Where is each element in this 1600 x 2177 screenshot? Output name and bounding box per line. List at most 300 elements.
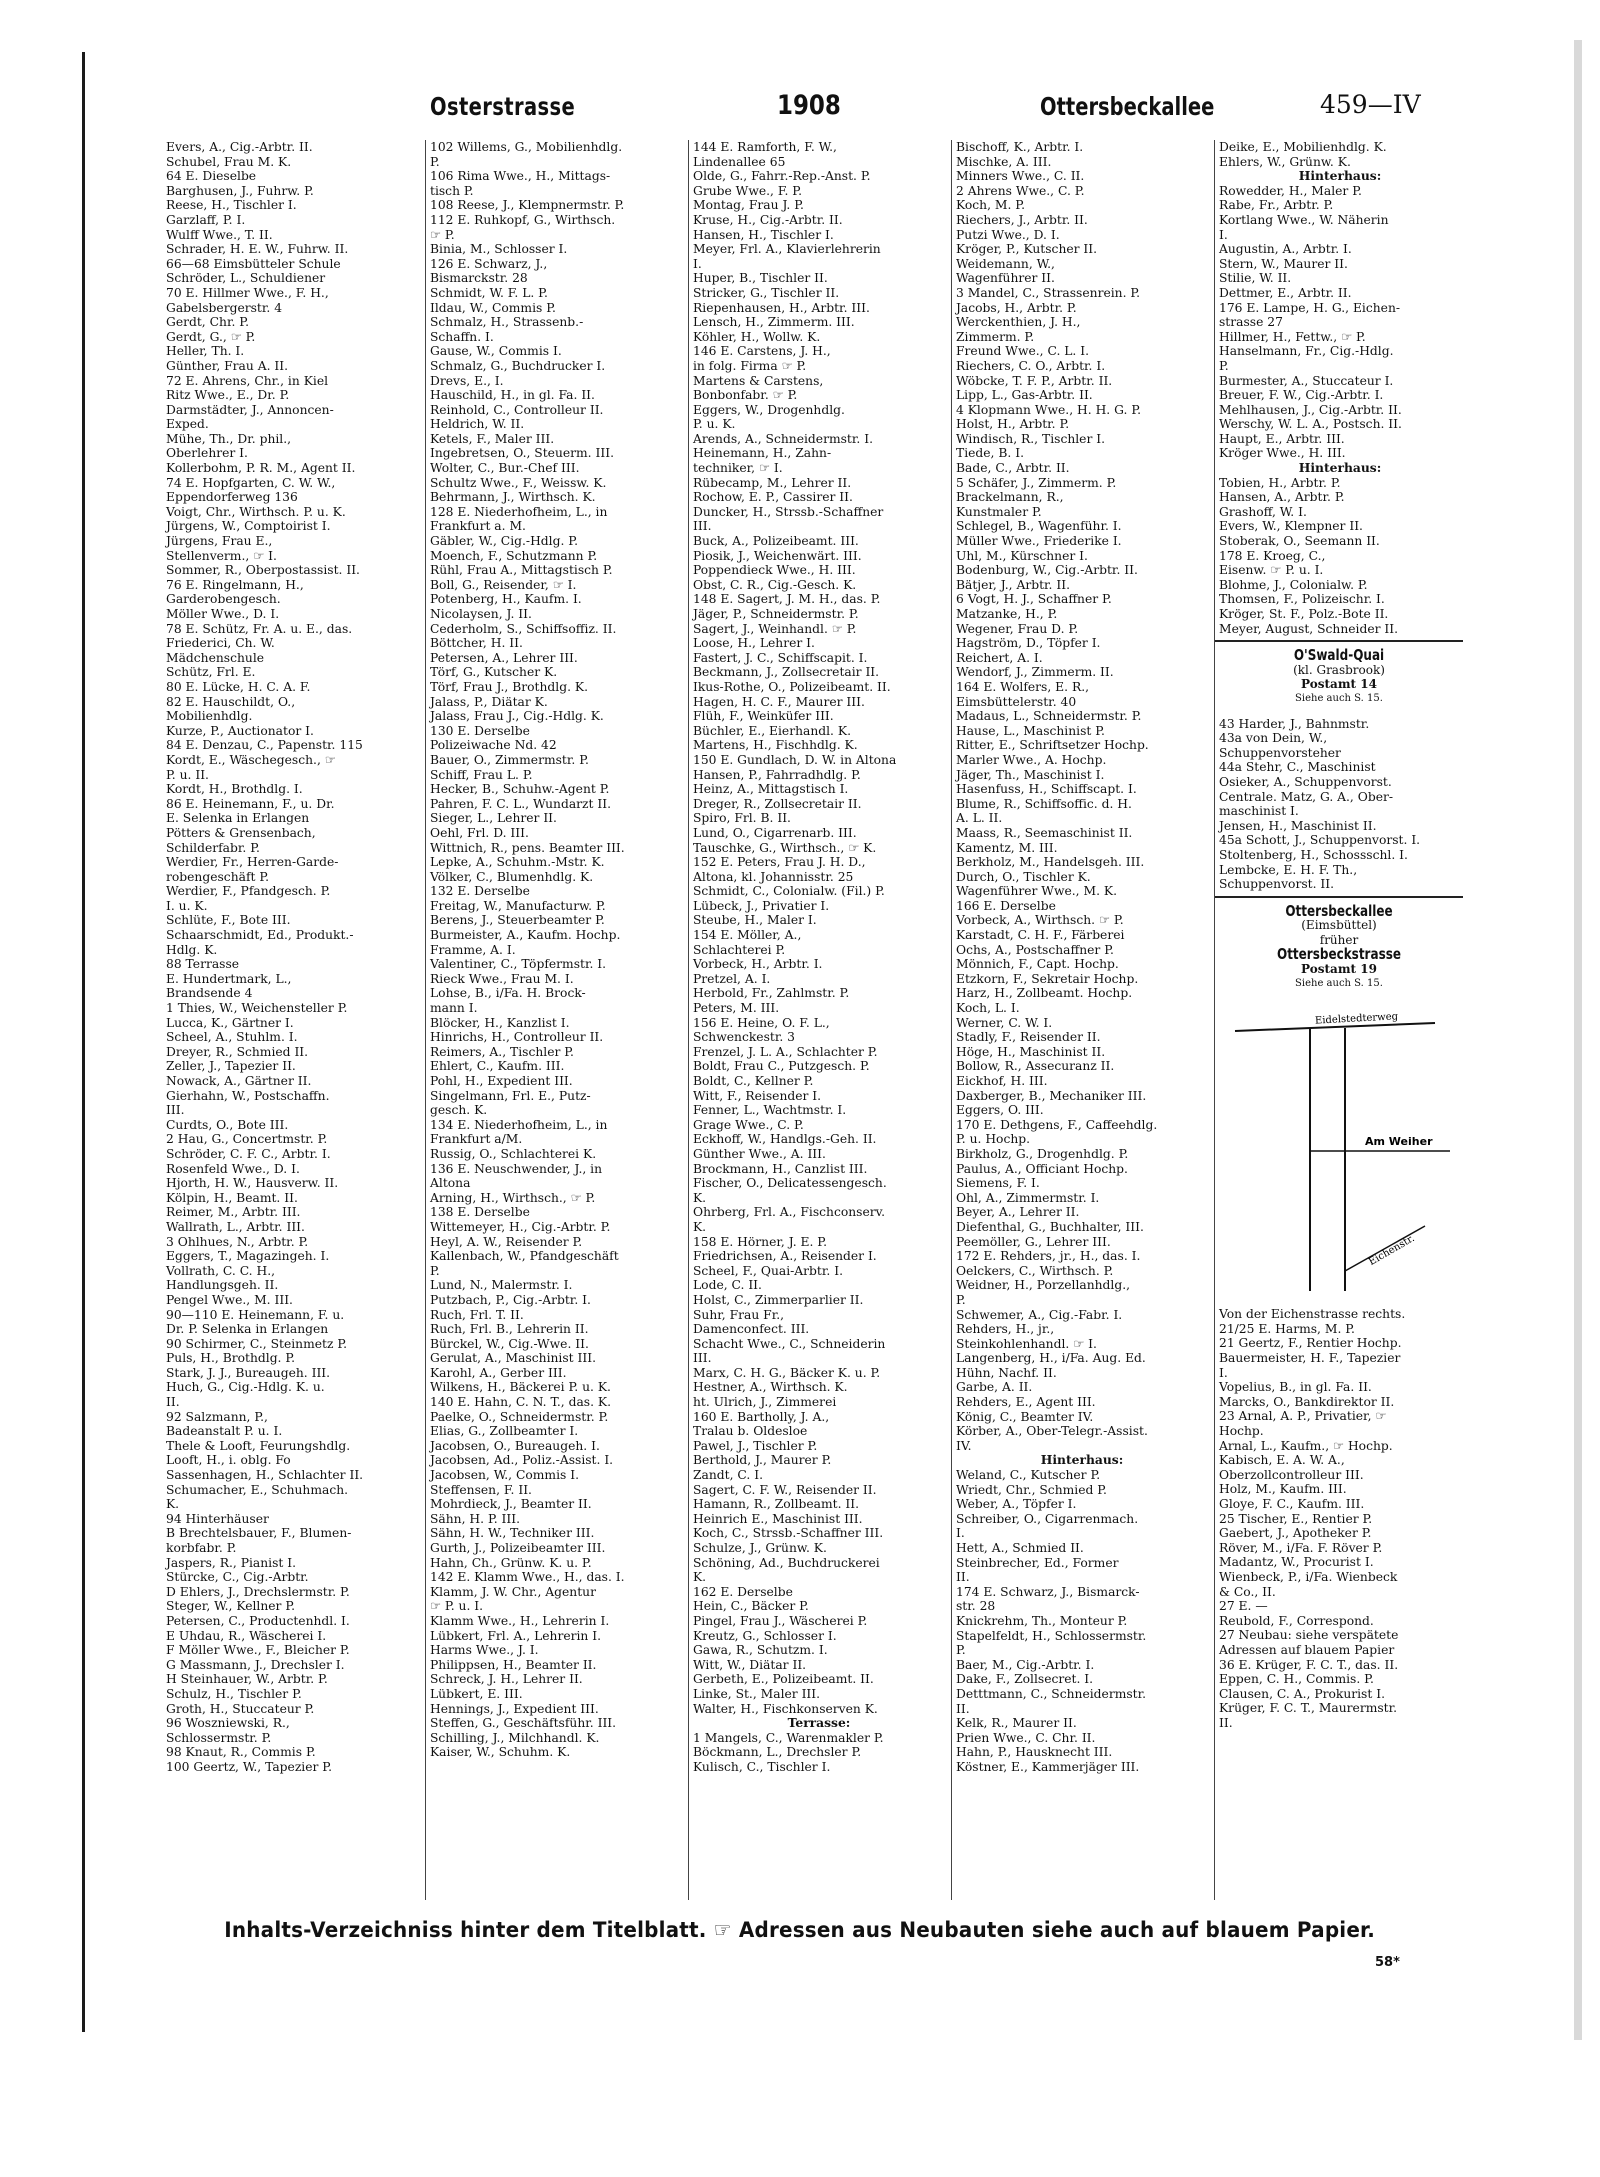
directory-entry: 158 E. Hörner, J. E. P.	[693, 1234, 827, 1249]
oswald-quai-see: Siehe auch S. 15.	[1295, 692, 1383, 704]
directory-entry: Ruch, Frl. T. II.	[430, 1307, 524, 1322]
directory-entry: Friedrichsen, A., Reisender I.	[693, 1249, 877, 1264]
directory-entry: 90—110 E. Heinemann, F. u.	[166, 1307, 345, 1322]
footer-text: Inhalts-Verzeichniss hinter dem Titelblatt. ☞ Adressen aus Neubauten siehe auch auf blauem Papier.	[224, 1918, 1376, 1942]
ottersbeckallee-title: Ottersbeckallee	[1285, 901, 1393, 920]
directory-entry: 106 Rima Wwe., H., Mittags-	[430, 169, 611, 184]
directory-entry: Eggers, O. III.	[956, 1103, 1044, 1118]
directory-entry: Ochs, A., Postschaffner P.	[956, 942, 1114, 957]
directory-entry: Hansen, P., Fahrradhdlg. P.	[693, 767, 861, 782]
directory-entry: Pawel, J., Tischler P.	[693, 1438, 818, 1453]
directory-entry: Eimsbüttelerstr. 40	[956, 694, 1077, 709]
page-number: 459—IV	[1320, 90, 1421, 119]
directory-entry: Madantz, W., Procurist I.	[1219, 1555, 1374, 1570]
directory-entry: Meyer, August, Schneider II.	[1219, 621, 1399, 636]
directory-entry: Putzi Wwe., D. I.	[956, 227, 1060, 242]
ottersbeckallee-prev-label: früher	[1319, 932, 1359, 947]
directory-entry: Hein, C., Bäcker P.	[693, 1599, 809, 1614]
directory-entry: I.	[1219, 227, 1228, 242]
directory-entry: 3 Ohlhues, N., Arbtr. P.	[166, 1234, 309, 1249]
directory-entry: Jacobsen, W., Commis I.	[430, 1468, 580, 1483]
directory-entry: 64 E. Dieselbe	[166, 169, 257, 184]
ottersbeckallee-sub: (Eimsbüttel)	[1301, 918, 1377, 933]
directory-entry: Rieck Wwe., Frau M. I.	[430, 971, 574, 986]
directory-entry: Lübeck, J., Privatier I.	[693, 898, 830, 913]
directory-entry: Heller, Th. I.	[166, 344, 245, 359]
directory-entry: 152 E. Peters, Frau J. H. D.,	[693, 855, 866, 870]
directory-entry: G Massmann, J., Drechsler I.	[166, 1657, 345, 1672]
ottersbeckallee-prev-name: Ottersbeckstrasse	[1276, 945, 1402, 964]
directory-entry: Badeanstalt P. u. I.	[166, 1424, 283, 1439]
directory-entry: Hauschild, H., in gl. Fa. II.	[430, 388, 595, 403]
directory-entry: Werckenthien, J. H.,	[956, 315, 1081, 330]
oswald-quai-sub: (kl. Grasbrook)	[1293, 662, 1385, 677]
directory-entry: 94 Hinterhäuser	[166, 1511, 269, 1526]
directory-entry: Stern, W., Maurer II.	[1219, 256, 1348, 271]
directory-entry: Ingebretsen, O., Steuerm. III.	[430, 446, 614, 461]
directory-entry: Wriedt, Chr., Schmied P.	[956, 1482, 1107, 1497]
column-5-entries-bottom	[1215, 1307, 1463, 1730]
directory-entry: Kamentz, M. III.	[956, 840, 1058, 855]
oswald-quai-box	[1215, 640, 1463, 712]
directory-entry: Durch, O., Tischler K.	[956, 869, 1091, 884]
directory-entry: Kurze, P., Auctionator I.	[166, 723, 314, 738]
directory-entry: Möller Wwe., D. I.	[166, 607, 280, 621]
directory-entry: Kordt, E., Wäschegesch., ☞	[166, 752, 336, 767]
directory-entry: D Ehlers, J., Drechslermstr. P.	[166, 1584, 350, 1599]
directory-entry: P. u. K.	[693, 417, 736, 432]
directory-entry: Köhler, H., Wollw. K.	[693, 329, 821, 344]
directory-entry: 154 E. Möller, A.,	[693, 928, 802, 943]
directory-entry: 130 E. Derselbe	[430, 723, 530, 738]
directory-entry: Zandt, C. I.	[693, 1468, 763, 1483]
directory-entry: Pengel Wwe., M. III.	[166, 1292, 293, 1307]
street-map	[1215, 1001, 1463, 1301]
directory-entry: 27 Neubau: siehe verspätete	[1219, 1628, 1399, 1643]
directory-entry: Wulff Wwe., T. II.	[166, 227, 273, 242]
directory-entry: Flüh, F., Weinküfer III.	[693, 709, 834, 724]
directory-entry: P. u. II.	[166, 767, 209, 782]
directory-entry: II.	[956, 1570, 970, 1585]
directory-entry: 136 E. Neuschwender, J., in	[430, 1161, 603, 1176]
directory-entry: Lensch, H., Zimmerm. III.	[693, 315, 855, 330]
directory-entry: 132 E. Derselbe	[430, 884, 530, 899]
directory-entry: 166 E. Derselbe	[956, 898, 1056, 913]
directory-entry: Hillmer, H., Fettw., ☞ P.	[1219, 329, 1366, 344]
directory-entry: Voigt, Chr., Wirthsch. P. u. K.	[166, 504, 346, 519]
directory-entry: Schultz Wwe., F., Weissw. K.	[430, 475, 607, 490]
directory-entry: Schulz, H., Tischler P.	[166, 1686, 302, 1701]
directory-entry: Boldt, C., Kellner P.	[693, 1074, 814, 1088]
directory-entry: Freitag, W., Manufacturw. P.	[430, 898, 606, 913]
directory-entry: Duncker, H., Strssb.-Schaffner	[693, 504, 884, 519]
directory-entry: Daxberger, B., Mechaniker III.	[956, 1088, 1147, 1103]
directory-entry: Lepke, A., Schuhm.-Mstr. K.	[430, 855, 605, 870]
directory-entry: Dettmer, E., Arbtr. II.	[1219, 285, 1352, 300]
ottersbeckallee-see: Siehe auch S. 15.	[1295, 977, 1383, 989]
directory-entry: Haupt, E., Arbtr. III.	[1219, 431, 1345, 446]
directory-entry: Hahn, P., Hausknecht III.	[956, 1745, 1113, 1760]
directory-entry: Koch, C., Strssb.-Schaffner III.	[693, 1526, 884, 1541]
directory-entry: Peemöller, G., Lehrer III.	[956, 1234, 1111, 1249]
directory-entry: Steube, H., Maler I.	[693, 913, 817, 928]
oswald-quai-postamt: Postamt 14	[1301, 677, 1377, 692]
directory-entry: 25 Tischer, E., Rentier P.	[1219, 1511, 1373, 1526]
column-1	[162, 140, 420, 1900]
directory-entry: Ohl, A., Zimmermstr. I.	[956, 1190, 1100, 1205]
directory-entry: Schreiber, O., Cigarrenmach.	[956, 1511, 1139, 1526]
directory-entry: 138 E. Derselbe	[430, 1205, 530, 1220]
directory-entry: Evers, W., Klempner II.	[1219, 519, 1363, 534]
street-map-svg	[1215, 1001, 1463, 1301]
directory-entry: 126 E. Schwarz, J.,	[430, 256, 548, 271]
directory-entry: gesch. K.	[430, 1103, 488, 1118]
directory-entry: Schulze, J., Grünw. K.	[693, 1541, 827, 1555]
directory-entry: Gäbler, W., Cig.-Hdlg. P.	[430, 534, 578, 549]
directory-entry: Hause, L., Maschinist P.	[956, 723, 1105, 738]
directory-entry: Weidner, H., Porzellanhdlg.,	[956, 1278, 1131, 1293]
directory-entry: Arnal, L., Kaufm., ☞ Hochp.	[1219, 1438, 1393, 1453]
directory-entry: Martens, H., Fischhdlg. K.	[693, 738, 858, 753]
directory-entry: Marler Wwe., A. Hochp.	[956, 752, 1107, 767]
directory-entry: Rowedder, H., Maler P.	[1219, 183, 1362, 198]
year-heading: 1908	[777, 90, 841, 121]
directory-entry: Heinz, A., Mittagstisch I.	[693, 782, 849, 797]
directory-entry: Huch, G., Cig.-Hdlg. K. u.	[166, 1380, 325, 1395]
directory-entry: Stoltenberg, H., Schossschl. I.	[1219, 847, 1408, 862]
directory-entry: Weland, C., Kutscher P.	[956, 1468, 1101, 1483]
directory-entry: Peters, M. III.	[693, 1001, 780, 1016]
directory-entry: K.	[693, 1570, 707, 1585]
directory-entry: Ketels, F., Maler III.	[430, 431, 555, 446]
directory-entry: Barghusen, J., Fuhrw. P.	[166, 183, 314, 198]
directory-entry: Ohrberg, Frl. A., Fischconserv.	[693, 1205, 886, 1220]
directory-entry: Piosik, J., Weichenwärt. III.	[693, 548, 862, 563]
directory-entry: 5 Schäfer, J., Zimmerm. P.	[956, 475, 1117, 490]
directory-entry: Polizeiwache Nd. 42	[430, 738, 557, 753]
directory-entry: Werdier, F., Pfandgesch. P.	[166, 884, 331, 899]
directory-entry: II.	[166, 1395, 180, 1410]
directory-entry: Schlachterei P.	[693, 942, 786, 957]
directory-entry: 96 Woszniewski, R.,	[166, 1716, 290, 1731]
directory-entry: Herbold, Fr., Zahlmstr. P.	[693, 986, 850, 1001]
directory-entry: Gloye, F. C., Kaufm. III.	[1219, 1496, 1365, 1511]
directory-entry: I.	[1219, 1365, 1228, 1380]
directory-entry: Eggers, T., Magazingeh. I.	[166, 1249, 330, 1264]
directory-entry: 144 E. Ramforth, F. W.,	[693, 140, 837, 154]
directory-entry: Eickhof, H. III.	[956, 1074, 1048, 1088]
directory-entry: Friederici, Ch. W.	[166, 636, 275, 651]
directory-entry: E Uhdau, R., Wäscherei I.	[166, 1628, 327, 1643]
directory-entry: 176 E. Lampe, H. G., Eichen-	[1219, 300, 1401, 315]
directory-entry: Rehders, H., jr.,	[956, 1322, 1055, 1337]
directory-entry: Stricker, G., Tischler II.	[693, 285, 840, 300]
directory-entry: Lübkert, Frl. A., Lehrerin I.	[430, 1628, 602, 1643]
directory-entry: Bollow, R., Assecuranz II.	[956, 1059, 1115, 1074]
directory-entry: Breuer, F. W., Cig.-Arbtr. I.	[1219, 388, 1384, 403]
directory-entry: Jäger, Th., Maschinist I.	[956, 767, 1105, 782]
directory-entry: Jacobsen, O., Bureaugeh. I.	[430, 1438, 600, 1453]
directory-entry: K.	[166, 1497, 180, 1512]
directory-entry: Schaffn. I.	[430, 329, 494, 344]
directory-entry: Hagen, H. C. F., Maurer III.	[693, 694, 865, 709]
directory-entry: Schmidt, C., Colonialw. (Fil.) P.	[693, 884, 885, 899]
directory-entry: Schmalz, G., Buchdrucker I.	[430, 358, 606, 373]
directory-entry: Schmidt, W. F. L. P.	[430, 285, 548, 300]
page-right-edge	[1574, 40, 1582, 2040]
directory-entry: Schwemer, A., Cig.-Fabr. I.	[956, 1307, 1123, 1322]
directory-entry: Oehl, Frl. D. III.	[430, 825, 529, 840]
directory-entry: Singelmann, Frl. E., Putz-	[430, 1088, 591, 1103]
directory-entry: Steger, W., Kellner P.	[166, 1599, 296, 1614]
directory-entry: P.	[956, 1292, 966, 1307]
directory-entry: Gierhahn, W., Postschaffn.	[166, 1088, 330, 1103]
column-3	[688, 140, 947, 1900]
directory-entry: Stark, J. J., Bureaugeh. III.	[166, 1365, 331, 1380]
directory-entry: Burmester, A., Stuccateur I.	[1219, 373, 1394, 388]
directory-entry: Gerulat, A., Maschinist III.	[430, 1351, 596, 1366]
directory-entry: Adressen auf blauem Papier	[1219, 1642, 1395, 1657]
directory-entry: K.	[693, 1219, 707, 1234]
directory-entry: Bürckel, W., Cig.-Wwe. II.	[430, 1336, 589, 1351]
directory-entry: Scheel, A., Stuhlm. I.	[166, 1030, 298, 1045]
directory-entry: Klamm Wwe., H., Lehrerin I.	[430, 1613, 610, 1628]
directory-entry: Poppendieck Wwe., H. III.	[693, 563, 856, 578]
directory-entry: I.	[693, 256, 702, 271]
directory-entry: Kunstmaler P.	[956, 504, 1042, 519]
directory-entry: Eppen, C. H., Commis. P.	[1219, 1672, 1374, 1687]
directory-entry: Behrmann, J., Wirthsch. K.	[430, 490, 596, 505]
directory-entry: Kollerbohm, P. R. M., Agent II.	[166, 461, 356, 476]
directory-entry: Suhr, Frau Fr.,	[693, 1307, 785, 1322]
directory-entry: 1 Thies, W., Weichensteller P.	[166, 1001, 348, 1016]
directory-entry: in folg. Firma ☞ P.	[693, 358, 807, 373]
directory-entry: IV.	[956, 1438, 972, 1453]
directory-entry: Baer, M., Cig.-Arbtr. I.	[956, 1657, 1095, 1672]
directory-entry: Dreger, R., Zollsecretair II.	[693, 796, 862, 811]
directory-entry: Nicolaysen, J. II.	[430, 607, 532, 621]
directory-entry: Gerbeth, E., Polizeibeamt. II.	[693, 1672, 874, 1687]
map-label-eichenstr: Eichenstr.	[1367, 1233, 1417, 1269]
directory-entry: Boll, G., Reisender, ☞ I.	[430, 577, 577, 592]
directory-entry: ht. Ulrich, J., Zimmerei	[693, 1395, 837, 1410]
directory-entry: Röver, M., i/Fa. F. Röver P.	[1219, 1540, 1383, 1555]
directory-entry: 178 E. Kroeg, C.,	[1219, 548, 1326, 563]
directory-entry: Von der Eichenstrasse rechts.	[1219, 1307, 1406, 1322]
directory-entry: Loose, H., Lehrer I.	[693, 636, 815, 651]
directory-entry: 70 E. Hillmer Wwe., F. H.,	[166, 285, 329, 300]
directory-entry: Wittnich, R., pens. Beamter III.	[430, 840, 625, 855]
directory-entry: Hagström, D., Töpfer I.	[956, 636, 1101, 651]
directory-entry: 1 Mangels, C., Warenmakler P.	[693, 1730, 884, 1745]
directory-entry: 164 E. Wolfers, E. R.,	[956, 679, 1090, 694]
directory-entry: Eggers, W., Drogenhdlg.	[693, 402, 845, 417]
directory-entry: III.	[693, 1351, 712, 1366]
directory-entry: Bade, C., Arbtr. II.	[956, 461, 1070, 476]
directory-entry: Schaarschmidt, Ed., Produkt.-	[166, 928, 354, 943]
directory-entry: Lindenallee 65	[693, 154, 786, 169]
directory-entry: Thomsen, F., Polizeischr. I.	[1219, 592, 1385, 607]
directory-entry: Mohrdieck, J., Beamter II.	[430, 1497, 592, 1512]
directory-entry: Curdts, O., Bote III.	[166, 1117, 289, 1132]
street-left-heading: Osterstrasse	[430, 92, 576, 121]
directory-entry: Holst, H., Arbtr. P.	[956, 417, 1070, 432]
directory-entry: 76 E. Ringelmann, H.,	[166, 577, 304, 592]
directory-entry: Reimer, M., Arbtr. III.	[166, 1205, 301, 1220]
directory-entry: Lembcke, E. H. F. Th.,	[1219, 862, 1358, 877]
directory-entry: Pötters & Grensenbach,	[166, 825, 316, 840]
directory-entry: Bodenburg, W., Cig.-Arbtr. II.	[956, 563, 1138, 578]
directory-entry: Fenner, L., Wachtmstr. I.	[693, 1103, 847, 1118]
directory-entry: Werdier, Fr., Herren-Garde-	[166, 855, 339, 870]
directory-entry: Wallrath, L., Arbtr. III.	[166, 1219, 305, 1234]
directory-entry: Handlungsgeh. II.	[166, 1278, 279, 1293]
directory-entry: Lucca, K., Gärtner I.	[166, 1015, 294, 1030]
directory-entry: Martens & Carstens,	[693, 373, 824, 388]
directory-entry: 150 E. Gundlach, D. W. in Altona	[693, 752, 897, 767]
directory-entry: I. u. K.	[166, 898, 208, 913]
map-label-am-weiher: Am Weiher	[1365, 1135, 1433, 1149]
directory-entry: Tiede, B. I.	[956, 446, 1024, 461]
directory-entry: Schuppenvorsteher	[1219, 745, 1341, 760]
directory-entry: 148 E. Sagert, J. M. H., das. P.	[693, 592, 881, 607]
directory-entry: Reimers, A., Tischler P.	[430, 1044, 574, 1059]
page-binding-edge	[82, 52, 85, 2032]
directory-entry: Maass, R., Seemaschinist II.	[956, 825, 1133, 840]
directory-entry: Thele & Looft, Feurungshdlg.	[166, 1438, 351, 1453]
directory-entry: Kröger Wwe., H. III.	[1219, 446, 1346, 461]
directory-entry: Lipp, L., Gas-Arbtr. II.	[956, 388, 1093, 403]
directory-entry: ☞ P. u. I.	[430, 1599, 484, 1614]
directory-entry: Hochp.	[1219, 1424, 1264, 1438]
directory-entry: Looft, H., i. oblg. Fo	[166, 1453, 291, 1468]
directory-entry: Stürcke, C., Cig.-Arbtr.	[166, 1570, 309, 1585]
directory-entry: 134 E. Niederhofheim, L., in	[430, 1117, 608, 1132]
directory-entry: Schröder, C. F. C., Arbtr. I.	[166, 1146, 331, 1161]
directory-entry: P.	[430, 154, 440, 169]
directory-entry: Berens, J., Steuerbeamter P.	[430, 913, 605, 928]
directory-entry: B Brechtelsbauer, F., Blumen-	[166, 1526, 352, 1541]
directory-entry: Osieker, A., Schuppenvorst.	[1219, 774, 1392, 789]
directory-entry: 146 E. Carstens, J. H.,	[693, 344, 831, 359]
directory-entry: Ehlers, W., Grünw. K.	[1219, 154, 1351, 169]
directory-entry: K.	[693, 1190, 707, 1205]
directory-entry: 43 Harder, J., Bahnmstr.	[1219, 716, 1370, 731]
directory-entry: Cederholm, S., Schiffsoffiz. II.	[430, 621, 617, 636]
directory-entry: Brandsende 4	[166, 986, 253, 1001]
directory-entry: 162 E. Derselbe	[693, 1584, 793, 1599]
directory-entry: Oelckers, C., Wirthsch. P.	[956, 1263, 1114, 1278]
directory-entry: Puls, H., Brothdlg. P.	[166, 1351, 296, 1366]
directory-entry: Grube Wwe., F. P.	[693, 183, 802, 198]
directory-entry: Hdlg. K.	[166, 942, 218, 957]
directory-entry: Wegener, Frau D. P.	[956, 621, 1079, 636]
directory-entry: Lohse, B., i/Fa. H. Brock-	[430, 986, 586, 1001]
directory-entry: Schmalz, H., Strassenb.-	[430, 315, 584, 330]
directory-entry: Garderobengesch.	[166, 592, 281, 607]
directory-entry: Sähn, H. P. III.	[430, 1511, 521, 1526]
directory-entry: Hühn, Nachf. II.	[956, 1365, 1057, 1380]
directory-entry: Minners Wwe., C. II.	[956, 169, 1085, 184]
directory-entry: Kelk, R., Maurer II.	[956, 1716, 1077, 1731]
directory-entry: 160 E. Bartholly, J. A.,	[693, 1409, 830, 1424]
directory-entry: 6 Vogt, H. J., Schaffner P.	[956, 592, 1112, 607]
directory-entry: Mehlhausen, J., Cig.-Arbtr. II.	[1219, 402, 1402, 417]
directory-entry: 92 Salzmann, P.,	[166, 1409, 268, 1424]
directory-entry: 112 E. Ruhkopf, G., Wirthsch.	[430, 212, 616, 227]
directory-entry: Jacobsen, Ad., Poliz.-Assist. I.	[430, 1453, 614, 1468]
directory-entry: Reichert, A. I.	[956, 650, 1043, 665]
directory-entry: Spiro, Frl. B. II.	[693, 811, 791, 826]
directory-entry: 140 E. Hahn, C. N. T., das. K.	[430, 1395, 612, 1410]
directory-entry: Drevs, E., I.	[430, 373, 504, 388]
directory-entry: maschinist I.	[1219, 804, 1299, 819]
directory-entry: Witt, F., Reisender I.	[693, 1088, 822, 1103]
directory-entry: 27 E. —	[1219, 1599, 1268, 1614]
directory-entry: Sagert, C. F. W., Reisender II.	[693, 1482, 877, 1497]
directory-entry: Hasenfuss, H., Schiffscapt. I.	[956, 782, 1137, 797]
oswald-quai-title: O'Swald-Quai	[1293, 646, 1385, 665]
directory-entry: Schlüte, F., Bote III.	[166, 913, 291, 928]
directory-entry: Frankfurt a/M.	[430, 1132, 523, 1147]
directory-entry: Knickrehm, Th., Monteur P.	[956, 1613, 1128, 1628]
directory-entry: Evers, A., Cig.-Arbtr. II.	[166, 140, 313, 154]
directory-entry: Elias, G., Zollbeamter I.	[430, 1424, 579, 1439]
directory-entry: Huper, B., Tischler II.	[693, 271, 828, 286]
directory-entry: Köstner, E., Kammerjäger III.	[956, 1759, 1140, 1774]
directory-entry: Stadly, F., Reisender II.	[956, 1030, 1101, 1045]
page-header	[120, 86, 1440, 126]
directory-entry: Ehlert, C., Kaufm. III.	[430, 1059, 565, 1074]
directory-entry: Boldt, Frau C., Putzgesch. P.	[693, 1059, 870, 1074]
directory-entry: Werner, C. W. I.	[956, 1015, 1053, 1030]
directory-entry: mann I.	[430, 1001, 478, 1016]
directory-entry: Siemens, F. I.	[956, 1176, 1040, 1191]
directory-entry: 21/25 E. Harms, M. P.	[1219, 1321, 1355, 1336]
directory-entry: III.	[693, 519, 712, 534]
directory-entry: Madaus, L., Schneidermstr. P.	[956, 709, 1142, 724]
directory-entry: Altona	[430, 1176, 471, 1191]
directory-entry: Valentiner, C., Töpfermstr. I.	[430, 957, 607, 972]
directory-entry: Tobien, H., Arbtr. P.	[1219, 475, 1341, 490]
directory-entry: robengeschäft P.	[166, 869, 270, 884]
directory-entry: II.	[1219, 1715, 1233, 1730]
directory-entry: Törf, G., Kutscher K.	[430, 665, 558, 680]
directory-entry: Kreutz, G., Schlosser I.	[693, 1628, 837, 1643]
directory-entry: Moench, F., Schutzmann P.	[430, 548, 598, 563]
directory-entry: Hestner, A., Wirthsch. K.	[693, 1380, 848, 1395]
directory-entry: Exped.	[166, 417, 209, 432]
directory-entry: Vopelius, B., in gl. Fa. II.	[1219, 1380, 1372, 1395]
directory-entry: Marx, C. H. G., Bäcker K. u. P.	[693, 1365, 881, 1380]
directory-entry: Eppendorferweg 136	[166, 490, 298, 505]
directory-entry: Wagenführer Wwe., M. K.	[956, 884, 1117, 899]
directory-entry: 78 E. Schütz, Fr. A. u. E., das.	[166, 621, 353, 636]
directory-entry: 174 E. Schwarz, J., Bismarck-	[956, 1584, 1140, 1599]
directory-entry: Rübecamp, M., Lehrer II.	[693, 475, 852, 490]
directory-entry: Holst, C., Zimmerparlier II.	[693, 1292, 864, 1307]
directory-entry: Hamann, R., Zollbeamt. II.	[693, 1497, 860, 1512]
directory-entry: Vorbeck, H., Arbtr. I.	[693, 957, 823, 972]
directory-entry: Riechers, J., Arbtr. II.	[956, 212, 1088, 227]
directory-entry: 3 Mandel, C., Strassenrein. P.	[956, 285, 1141, 300]
directory-entry: P.	[1219, 358, 1229, 373]
directory-entry: Weidemann, W.,	[956, 256, 1055, 271]
directory-entry: Marcks, O., Bankdirektor II.	[1219, 1394, 1395, 1409]
directory-entry: 98 Knaut, R., Commis P.	[166, 1745, 316, 1760]
directory-entry: Beyer, A., Lehrer II.	[956, 1205, 1080, 1220]
directory-entry: Gerdt, G., ☞ P.	[166, 329, 256, 344]
